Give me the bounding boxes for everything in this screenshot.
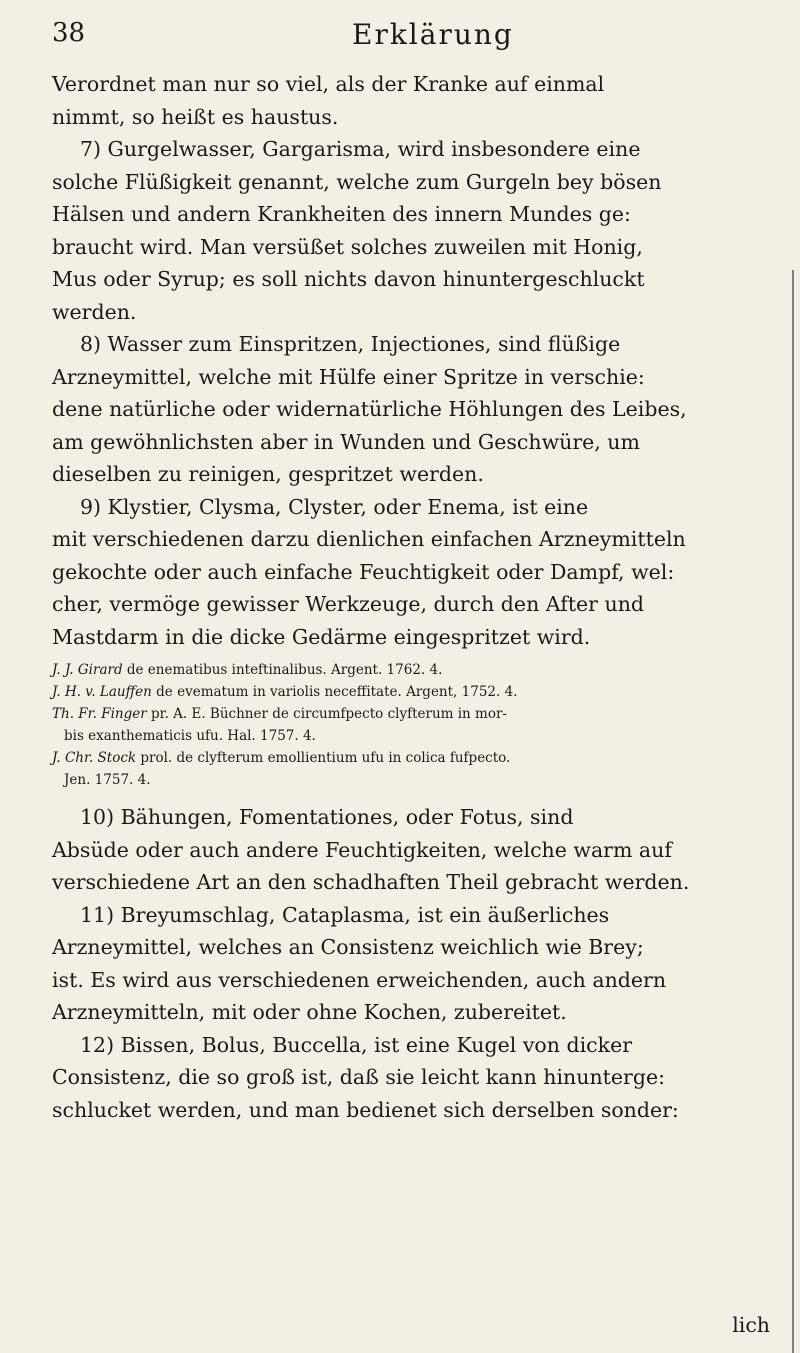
text-line: braucht wird. Man versüßet solches zuweilen mit Honig, [52, 234, 643, 259]
text-line: Mastdarm in die dicke Gedärme eingespritzet wird. [52, 624, 591, 649]
text-line: Arzneymitteln, mit oder ohne Kochen, zubereitet. [52, 1000, 567, 1024]
paragraph-12-bissen [52, 1029, 772, 1127]
reference-continuation: Jen. 1757. 4. [64, 772, 151, 788]
reference-author: Th. Fr. Finger [52, 706, 147, 722]
paragraph-9-klystier [52, 491, 772, 654]
page-edge-divider [792, 270, 794, 1353]
text-line: 9) Klystier, Clysma, Clyster, oder Enema, ist eine [80, 494, 589, 519]
page-header [52, 18, 772, 68]
reference-entry [52, 681, 772, 703]
text-line: Arzneymittel, welches an Consistenz weichlich wie Brey; [52, 935, 644, 959]
page-number: 38 [52, 18, 86, 48]
paragraph-8-injectiones [52, 328, 772, 491]
reference-author: J. H. v. Lauffen [52, 684, 152, 700]
reference-author: J. J. Girard [52, 662, 123, 678]
text-line: verschiedene Art an den schadhaften Theil gebracht werden. [52, 870, 690, 894]
paragraph-10-baehungen [52, 801, 772, 899]
text-line: 8) Wasser zum Einspritzen, Injectiones, sind flüßige [80, 332, 621, 356]
reference-author: J. Chr. Stock [52, 750, 137, 766]
paragraph-11-breyumschlag [52, 899, 772, 1029]
text-line: Mus oder Syrup; es soll nichts davon hinuntergeschluckt [52, 267, 645, 291]
text-line: mit verschiedenen darzu dienlichen einfachen Arzneymitteln [52, 527, 686, 551]
paragraph-7-gurgelwasser [52, 133, 772, 328]
text-line: 12) Bissen, Bolus, Buccella, ist eine Kugel von dicker [80, 1032, 632, 1057]
text-line: solche Flüßigkeit genannt, welche zum Gurgeln bey bösen [52, 169, 662, 194]
text-line: schlucket werden, und man bedienet sich derselben sonder: [52, 1097, 679, 1122]
reference-list [52, 659, 772, 791]
running-head: Erklärung [352, 18, 514, 51]
reference-text: de evematum in variolis neceffitate. Argent, 1752. 4. [151, 684, 518, 700]
text-line: Arzneymittel, welche mit Hülfe einer Spritze in verschie: [52, 364, 645, 389]
text-line: Absüde oder auch andere Feuchtigkeiten, welche warm auf [52, 837, 672, 862]
text-line: cher, vermöge gewisser Werkzeuge, durch den After und [52, 592, 645, 616]
text-line: dieselben zu reinigen, gespritzet werden. [52, 462, 484, 486]
reference-text: prol. de clyfterum emollientium ufu in colica fufpecto. [136, 750, 511, 766]
text-line: werden. [52, 299, 137, 324]
paragraph-6-continuation [52, 68, 772, 133]
text-line: ist. Es wird aus verschiedenen erweichenden, auch andern [52, 967, 667, 992]
catchword: lich [732, 1313, 770, 1337]
text-line: gekochte oder auch einfache Feuchtigkeit oder Dampf, wel: [52, 559, 675, 584]
text-line: Hälsen und andern Krankheiten des innern Mundes ge: [52, 202, 631, 226]
text-line: Consistenz, die so groß ist, daß sie leicht kann hinunterge: [52, 1065, 665, 1089]
reference-text: pr. A. E. Büchner de circumfpecto clyfterum in mor- [146, 706, 507, 722]
reference-entry [52, 747, 772, 769]
text-line: 11) Breyumschlag, Cataplasma, ist ein äußerliches [80, 902, 610, 927]
text-line: Verordnet man nur so viel, als der Kranke auf einmal [52, 72, 605, 96]
text-line: am gewöhnlichsten aber in Wunden und Geschwüre, um [52, 429, 640, 454]
reference-text: de enematibus inteftinalibus. Argent. 1762. 4. [122, 662, 443, 678]
reference-continuation: bis exanthematicis ufu. Hal. 1757. 4. [64, 728, 316, 744]
reference-entry [52, 659, 772, 681]
reference-entry [52, 703, 772, 725]
text-line: 10) Bähungen, Fomentationes, oder Fotus, sind [80, 805, 574, 829]
text-line: dene natürliche oder widernatürliche Höhlungen des Leibes, [52, 397, 687, 421]
text-line: nimmt, so heißt es haustus. [52, 104, 339, 129]
text-line: 7) Gurgelwasser, Gargarisma, wird insbesondere eine [80, 137, 641, 161]
